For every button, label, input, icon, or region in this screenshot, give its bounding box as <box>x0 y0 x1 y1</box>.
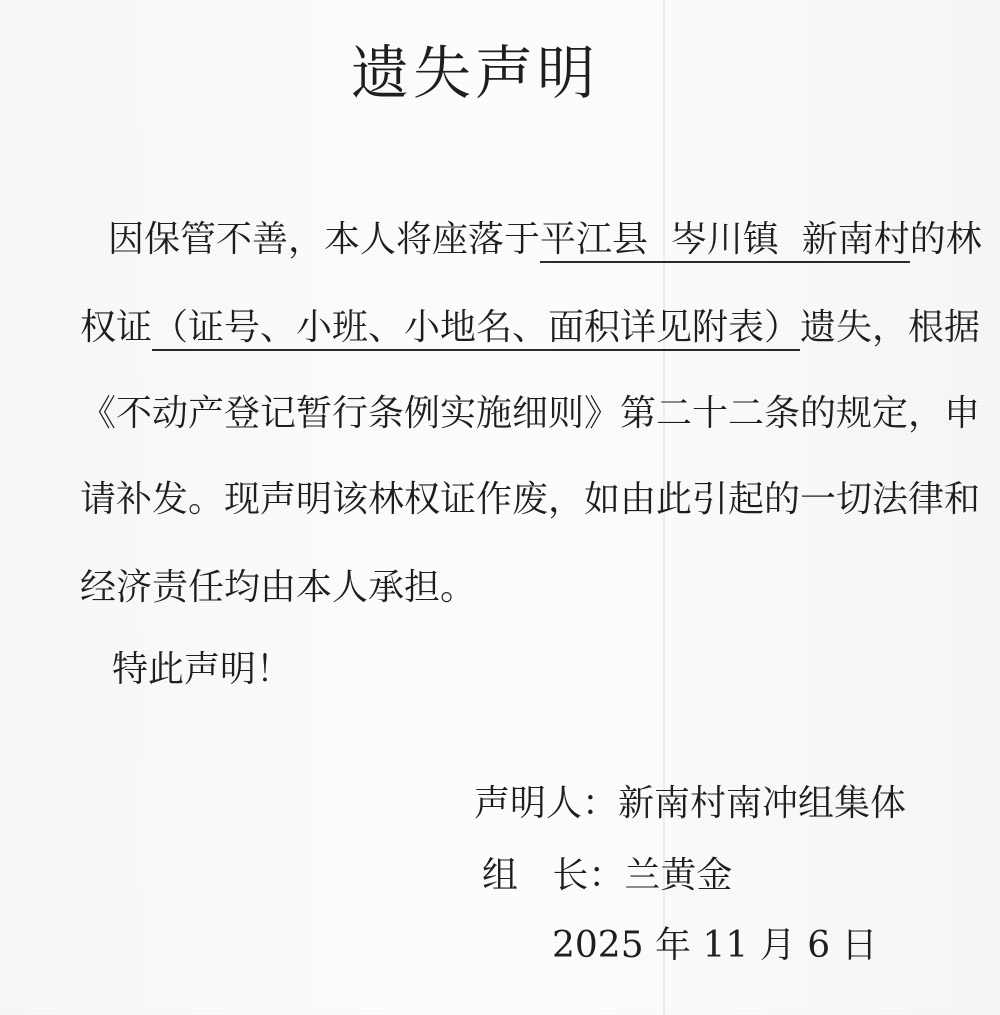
leader-line <box>482 854 732 898</box>
body-line-1-suffix: 的林 <box>909 219 982 260</box>
leader-name: 兰黄金 <box>624 855 733 896</box>
location-underlined: 平江县 岑川镇 新南村 <box>540 219 910 263</box>
declaration-date: 2025 年 11 月 6 日 <box>552 925 878 966</box>
leader-label: 组 长： <box>482 855 625 896</box>
declarant-line <box>474 782 906 826</box>
body-line-2-suffix: 遗失，根据 <box>800 307 981 348</box>
body-line-4: 请补发。现声明该林权证作废，如由此引起的一切法律和 <box>80 479 981 520</box>
body-line-2 <box>80 306 980 350</box>
document-title: 遗失声明 <box>350 39 599 107</box>
certificate-detail-underlined: （证号、小班、小地名、面积详见附表） <box>152 307 800 351</box>
body-line-2-prefix: 权证 <box>80 307 153 348</box>
body-line-5: 经济责任均由本人承担。 <box>80 567 477 608</box>
declarant-name: 新南村南冲组集体 <box>618 783 907 824</box>
body-line-3: 《不动产登记暂行条例实施细则》第二十二条的规定，申 <box>80 393 981 434</box>
declarant-label: 声明人： <box>474 783 619 824</box>
body-line-1 <box>108 218 982 262</box>
closing-statement: 特此声明！ <box>112 649 293 690</box>
body-line-1-prefix: 因保管不善，本人将座落于 <box>108 219 541 260</box>
